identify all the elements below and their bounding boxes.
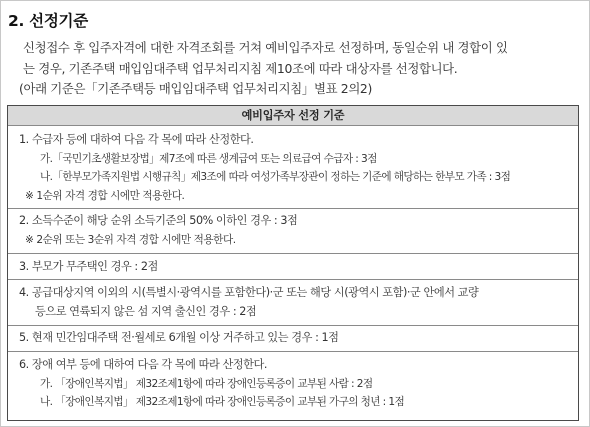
criteria-item-text: 2. 소득수준이 해당 순위 소득기준의 50% 이하인 경우 : 3점 [19,214,298,227]
criteria-row-6 [8,352,578,420]
criteria-item-text: 1. 수급자 등에 대하여 다음 각 목에 따라 산정한다. [19,133,254,146]
criteria-item-continuation: 등으로 연륙되지 않은 섬 지역 출신인 경우 : 2점 [35,304,257,318]
criteria-item-text: 5. 현재 민간임대주택 전·월세로 6개월 이상 거주하고 있는 경우 : 1점 [19,331,339,344]
intro-reference-note: (아래 기준은「기존주택등 매입임대주택 업무처리지침」별표 2의2) [19,81,372,96]
selection-criteria-table [7,105,579,421]
criteria-sub-item: 나. 「장애인복지법」 제32조제1항에 따라 장애인등록증이 교부된 가구의 청년 : 1점 [40,396,405,408]
criteria-item-text: 4. 공급대상지역 이외의 시(특별시·광역시를 포함한다)·군 또는 해당 시(광역시 포함)·군 안에서 교량 [19,286,479,299]
criteria-sub-item: 나.「한부모가족지원법 시행규칙」제3조에 따라 여성가족부장관이 정하는 기준에 해당하는 한부모 가족 : 3점 [40,171,511,183]
section-title: 2. 선정기준 [8,12,88,30]
criteria-sub-item: 가.「국민기초생활보장법」제7조에 따른 생계급여 또는 의료급여 수급자 : 3점 [40,152,377,165]
criteria-row-1 [8,126,578,209]
criteria-note: ※ 2순위 또는 3순위 자격 경합 시에만 적용한다. [25,233,236,246]
criteria-item-text: 6. 장애 여부 등에 대하여 다음 각 목에 따라 산정한다. [19,358,267,371]
intro-line: 신청접수 후 입주자격에 대한 자격조회를 거쳐 예비입주자로 선정하며, 동일순위 내 경합이 있 [23,40,508,55]
criteria-row-5 [8,326,578,352]
intro-paragraph [19,38,585,100]
criteria-item-text: 3. 부모가 무주택인 경우 : 2점 [19,260,158,273]
criteria-table-header: 예비입주자 선정 기준 [8,106,578,126]
criteria-note: ※ 1순위 자격 경합 시에만 적용한다. [25,189,185,202]
criteria-row-2 [8,209,578,254]
criteria-row-4 [8,280,578,326]
criteria-row-3 [8,254,578,280]
intro-line: 는 경우, 기존주택 매입임대주택 업무처리지침 제10조에 따라 대상자를 선정합니다. [23,60,458,76]
criteria-sub-item: 가. 「장애인복지법」 제32조제1항에 따라 장애인등록증이 교부된 사람 : 2점 [40,377,373,390]
